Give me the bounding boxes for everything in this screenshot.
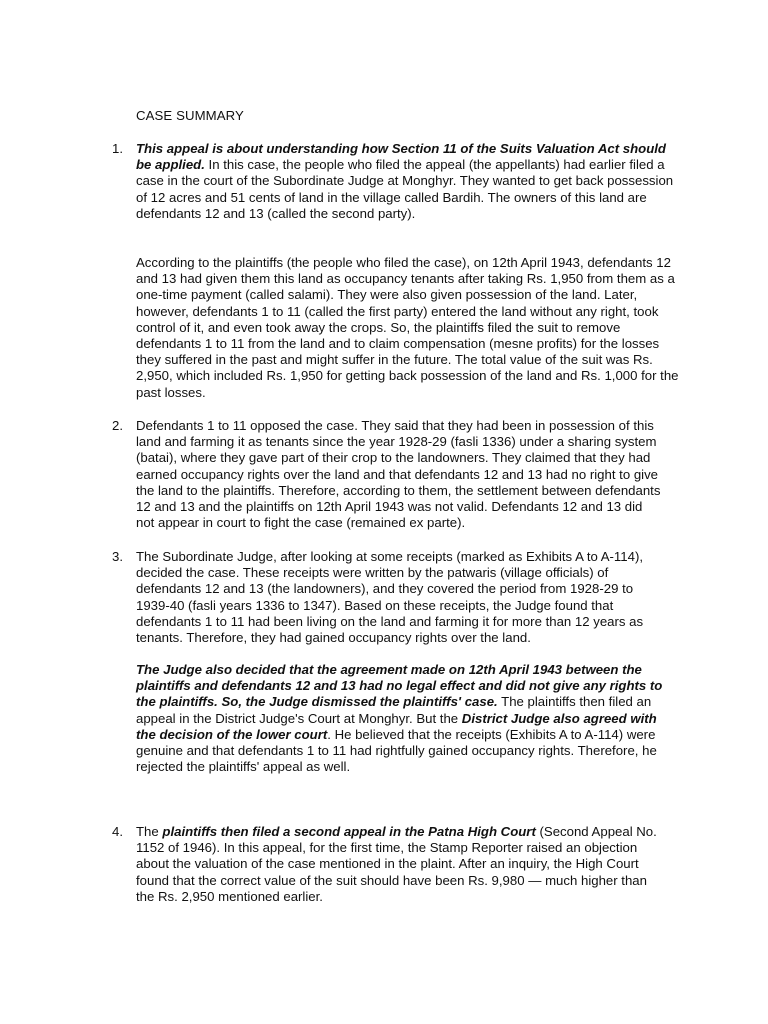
- item-4-paragraph: [136, 824, 668, 905]
- item-3-paragraph-2: [136, 662, 664, 775]
- item-4-number: 4.: [112, 824, 123, 839]
- item-3-text-2: . He believed that the receipts (Exhibits A to A-114) were genuine and that defendants 1 to 11 had rightfully gained occupancy rights. Therefore, he rejected the plaintiffs' appeal as well.: [136, 726, 657, 775]
- item-1-number: 1.: [112, 141, 123, 156]
- item-3-number: 3.: [112, 549, 123, 564]
- item-3-text-1: The plaintiffs then filed an appeal in the District Judge's Court at Monghyr. But the: [136, 694, 652, 726]
- item-4-text-1: (Second Appeal No. 1152 of 1946). In this appeal, for the first time, the Stamp Reporter raised an objection about the valuation of the case mentioned in the plaint. After an inquiry, the High Court found that the correct value of the suit should have been Rs. 9,980 — much higher than the Rs. 2,950 mentioned earlier.: [136, 824, 657, 904]
- item-1-text: In this case, the people who filed the appeal (the appellants) had earlier filed a case in the court of the Subordinate Judge at Monghyr. They wanted to get back possession of 12 acres and 51 cents of land in the village called Bardih. The owners of this land are defendants 12 and 13 (called the second party).: [136, 157, 674, 221]
- item-4-text-0: The: [136, 824, 163, 839]
- item-2-paragraph: Defendants 1 to 11 opposed the case. They said that they had been in possession of this land and farming it as tenants since the year 1928-29 (fasli 1336) under a sharing system (batai), where they gave part of their crop to the landowners. They claimed that they had earned occupancy rights over the land and that defendants 12 and 13 had no right to give the land to the plaintiffs. Therefore, according to them, the settlement between defendants 12 and 13 and the plaintiffs on 12th April 1943 was not valid. Defendants 12 and 13 did not appear in court to fight the case (remained ex parte).: [136, 418, 661, 531]
- item-3-bold-1: The Judge also decided that the agreement made on 12th April 1943 between the plaintiffs and defendants 12 and 13 had no legal effect and did not give any rights to the plaintiffs. So, the Judge dismissed the plaintiffs' case.: [136, 662, 663, 710]
- item-1-paragraph-2: According to the plaintiffs (the people who filed the case), on 12th April 1943, defendants 12 and 13 had given them this land as occupancy tenants after taking Rs. 1,950 from them as a one-time payment (called salami). They were also given possession of the land. Later, however, defendants 1 to 11 (called the first party) entered the land without any right, took control of it, and even took away the crops. So, the plaintiffs filed the suit to remove defendants 1 to 11 from the land and to claim compensation (mesne profits) for the losses they suffered in the past and might suffer in the future. The total value of the suit was Rs. 2,950, which included Rs. 1,950 for getting back possession of the land and Rs. 1,000 for the past losses.: [136, 255, 679, 400]
- item-2-number: 2.: [112, 418, 123, 433]
- page-title: CASE SUMMARY: [136, 108, 244, 123]
- item-3-paragraph-1: The Subordinate Judge, after looking at some receipts (marked as Exhibits A to A-114), decided the case. These receipts were written by the patwaris (village officials) of defendants 12 and 13 (the landowners), and they covered the period from 1928-29 to 1939-40 (fasli years 1336 to 1347). Based on these receipts, the Judge found that defendants 1 to 11 had been living on the land and farming it for more than 12 years as tenants. Therefore, they had gained occupancy rights over the land.: [136, 549, 644, 646]
- item-1-bold-lead: This appeal is about understanding how Section 11 of the Suits Valuation Act should be applied.: [136, 141, 666, 173]
- item-4-bold: plaintiffs then filed a second appeal in the Patna High Court: [162, 824, 536, 839]
- item-3-bold-2: District Judge also agreed with the decision of the lower court: [136, 710, 657, 742]
- item-1-paragraph-1: [136, 141, 682, 222]
